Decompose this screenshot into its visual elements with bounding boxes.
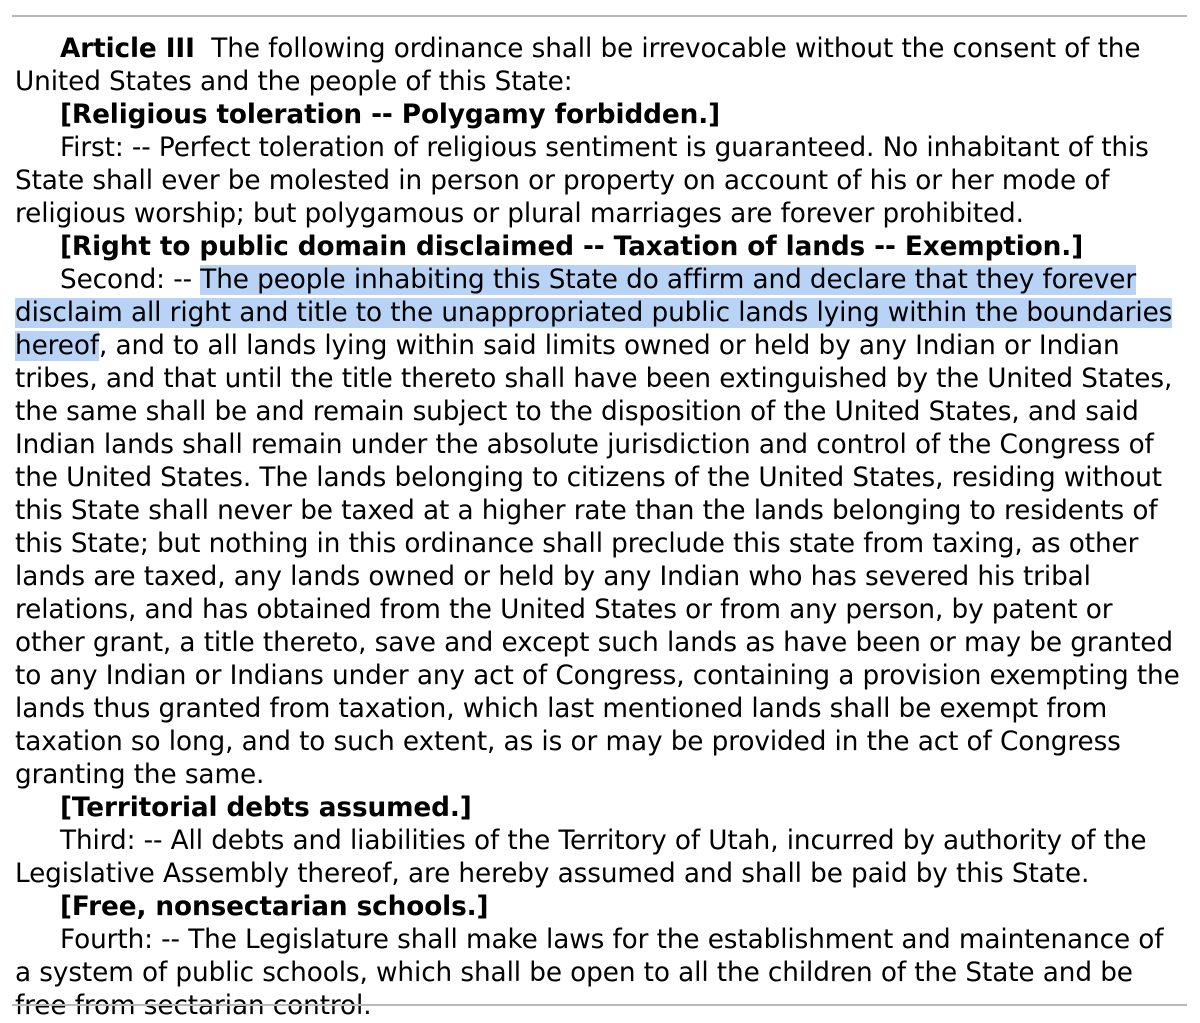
article-intro: [15, 33, 1187, 99]
section-second-lead: Second: --: [60, 265, 201, 295]
top-divider: [12, 15, 1187, 17]
selected-text-highlight[interactable]: The people inhabiting this State do affirm and declare that they forever disclaim all right and title to the unappropriated public lands lying within the boundaries hereof: [15, 265, 1173, 361]
section-heading-schools: [Free, nonsectarian schools.]: [60, 892, 489, 922]
section-text-first: First: -- Perfect toleration of religious sentiment is guaranteed. No inhabitant of this State shall ever be molested in person or property on account of his or her mode of religious worship; but polygamous or plural marriages are forever prohibited.: [15, 133, 1149, 229]
article-number: Article III: [60, 34, 195, 64]
section-heading-territorial-debts: [Territorial debts assumed.]: [60, 793, 472, 823]
section-text-fourth: Fourth: -- The Legislature shall make laws for the establishment and maintenance of a system of public schools, which shall be open to all the children of the State and be free from sectarian control.: [15, 925, 1164, 1021]
section-heading-public-domain: [Right to public domain disclaimed -- Taxation of lands -- Exemption.]: [60, 232, 1084, 262]
section-heading-religious-toleration: [Religious toleration -- Polygamy forbidden.]: [60, 100, 721, 130]
section-text-third: Third: -- All debts and liabilities of the Territory of Utah, incurred by authority of the Legislative Assembly thereof, are hereby assumed and shall be paid by this State.: [15, 826, 1147, 889]
article-intro-text: The following ordinance shall be irrevocable without the consent of the United States and the people of this State:: [15, 34, 1149, 97]
section-text-second: [15, 264, 1187, 792]
section-second-rest: , and to all lands lying within said limits owned or held by any Indian or Indian tribes, and that until the title thereto shall have been extinguished by the United States, the same shall be and remain subject to the disposition of the United States, and said Indian lands shall remain under the absolute jurisdiction and control of the Congress of the United States. The lands belonging to citizens of the United States, residing without this State shall never be taxed at a higher rate than the lands belonging to residents of this State; but nothing in this ordinance shall preclude this state from taxing, as other lands are taxed, any lands owned or held by any Indian who has severed his tribal relations, and has obtained from the United States or from any person, by patent or other grant, a title thereto, save and except such lands as have been or may be granted to any Indian or Indians under any act of Congress, containing a provision exempting the lands thus granted from taxation, which last mentioned lands shall be exempt from taxation so long, and to such extent, as is or may be provided in the act of Congress granting the same.: [15, 331, 1180, 790]
document-body[interactable]: [15, 33, 1187, 1023]
bottom-divider: [12, 1004, 1187, 1006]
